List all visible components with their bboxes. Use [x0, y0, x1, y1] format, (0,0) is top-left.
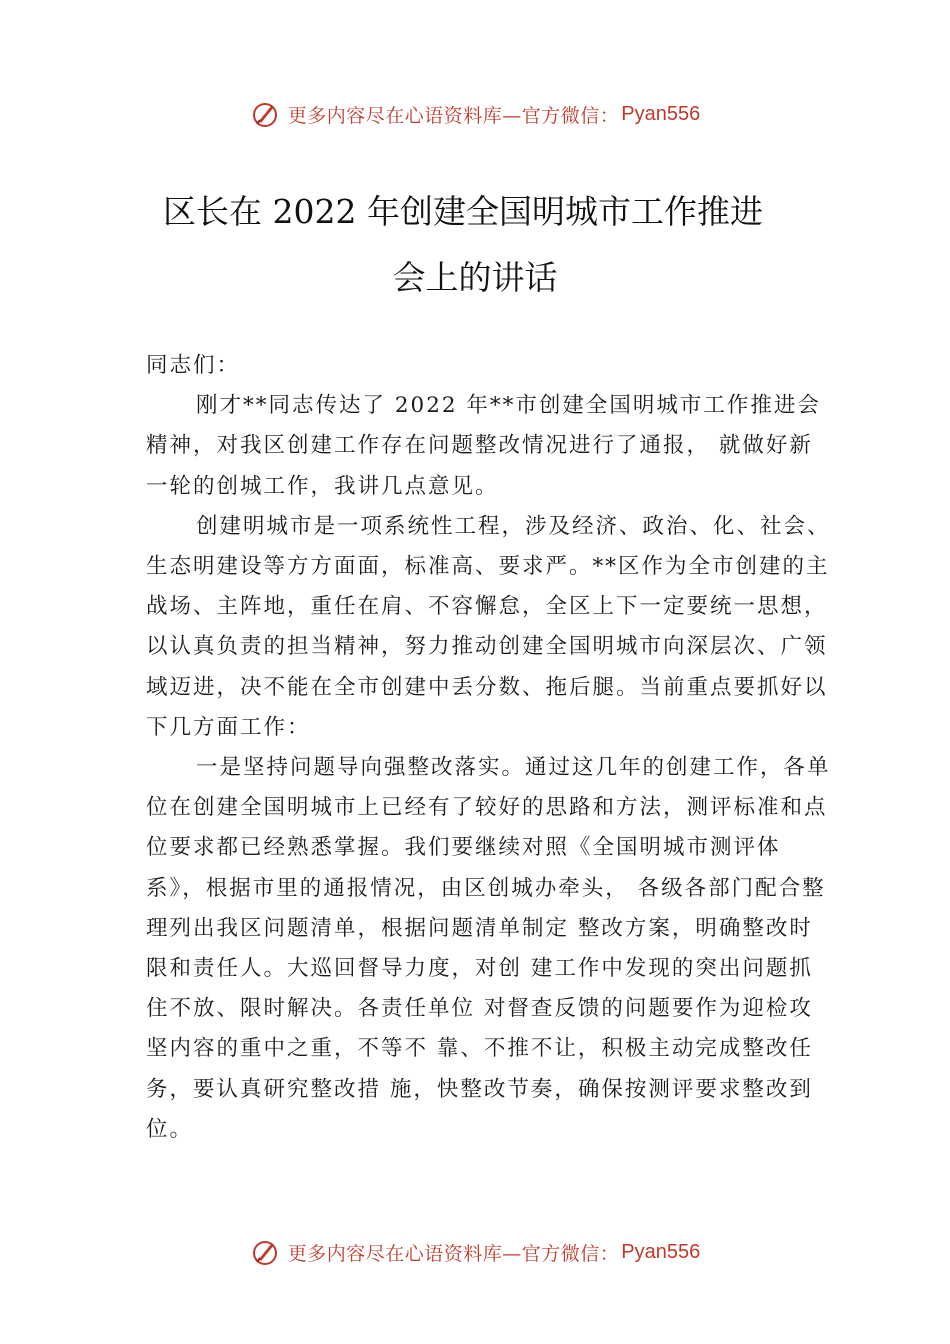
header-watermark [0, 94, 950, 134]
watermark-text: 更多内容尽在心语资料库—官方微信： [287, 104, 620, 127]
footer-watermark [0, 1232, 950, 1272]
watermark-text: 更多内容尽在心语资料库—官方微信： [287, 1242, 620, 1265]
watermark-code: Pyan556 [621, 1240, 701, 1263]
salutation: 同志们： [146, 353, 241, 378]
paragraph-2: 创建明城市是一项系统性工程，涉及经济、政治、化、社会、生态明建设等方方面面，标准高、要求严。**区作为全市创建的主战场、主阵地，重任在肩、不容懈怠，全区上下一定要统一思想，以认真负责的担当精神，努力推动创建全国明城市向深层次、广领域迈进，决不能在全市创建中丢分数、拖后腿。当前重点要抓好以下几方面工作： [146, 513, 831, 740]
watermark-code: Pyan556 [621, 102, 701, 125]
quill-pen-logo-icon [250, 99, 280, 129]
paragraph-3: 一是坚持问题导向强整改落实。通过这几年的创建工作，各单位在创建全国明城市上已经有了较好的思路和方法，测评标准和点位要求都已经熟悉掌握。我们要继续对照《全国明城市测评体系》，根据市里的通报情况，由区创城办牵头， 各级各部门配合整理列出我区问题清单，根据问题清单制定 整改方案，明确整改时限和责任人。大巡回督导力度，对创 建工作中发现的突出问题抓住不放、限时解决。各责任单位 对督查反馈的问题要作为迎检攻坚内容的重中之重，不等不 靠、不推不让，积极主动完成整改任务，要认真研究整改措 施，快整改节奏，确保按测评要求整改到位。 [146, 755, 831, 1142]
quill-pen-logo-icon [250, 1237, 280, 1267]
document-title-line-2: 会上的讲话 [392, 258, 558, 297]
document-title-line-1: 区长在 2022 年创建全国明城市工作推进 [163, 192, 763, 231]
document-body [146, 346, 836, 1150]
paragraph-1: 刚才**同志传达了 2022 年**市创建全国明城市工作推进会精神，对我区创建工作存在问题整改情况进行了通报， 就做好新一轮的创城工作，我讲几点意见。 [146, 393, 821, 499]
